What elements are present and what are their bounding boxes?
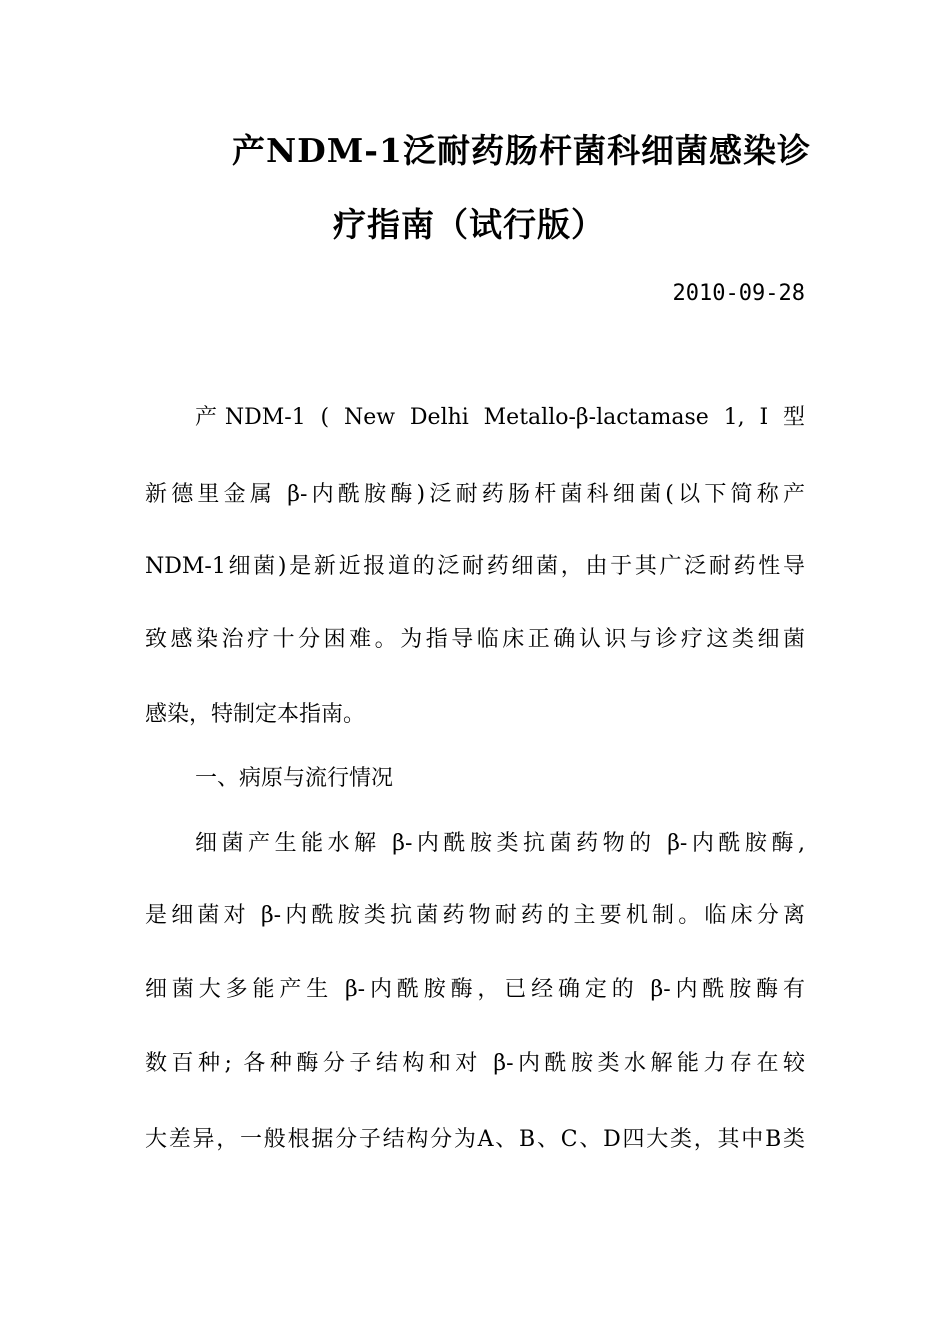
intro-paragraph-line: NDM-1细菌)是新近报道的泛耐药细菌，由于其广泛耐药性导 (145, 554, 805, 579)
intro-paragraph-line: 产NDM-1 ( New Delhi Metallo-β-lactamase 1, I 型 (195, 405, 805, 430)
intro-paragraph-line: 感染，特制定本指南。 (145, 702, 366, 727)
intro-paragraph-line: 新德里金属 β-内酰胺酶)泛耐药肠杆菌科细菌(以下简称产 (145, 482, 805, 507)
document-title-line-1: 产NDM-1泛耐药肠杆菌科细菌感染诊 (232, 131, 811, 170)
section-paragraph-line: 细菌大多能产生 β-内酰胺酶，已经确定的 β-内酰胺酶有 (145, 977, 805, 1002)
section-paragraph-line: 是细菌对 β-内酰胺类抗菌药物耐药的主要机制。临床分离 (145, 903, 805, 928)
intro-paragraph-line: 致感染治疗十分困难。为指导临床正确认识与诊疗这类细菌 (145, 627, 805, 652)
section-paragraph-line: 细菌产生能水解 β-内酰胺类抗菌药物的 β-内酰胺酶, (195, 831, 805, 856)
section-paragraph-line: 大差异，一般根据分子结构分为A、B、C、D四大类，其中B类 (145, 1127, 805, 1152)
section-paragraph-line: 数百种; 各种酶分子结构和对 β-内酰胺类水解能力存在较 (145, 1051, 805, 1076)
document-title-line-2: 疗指南（试行版） (333, 205, 605, 244)
section-heading: 一、病原与流行情况 (195, 766, 394, 791)
document-date: 2010-09-28 (672, 281, 805, 306)
